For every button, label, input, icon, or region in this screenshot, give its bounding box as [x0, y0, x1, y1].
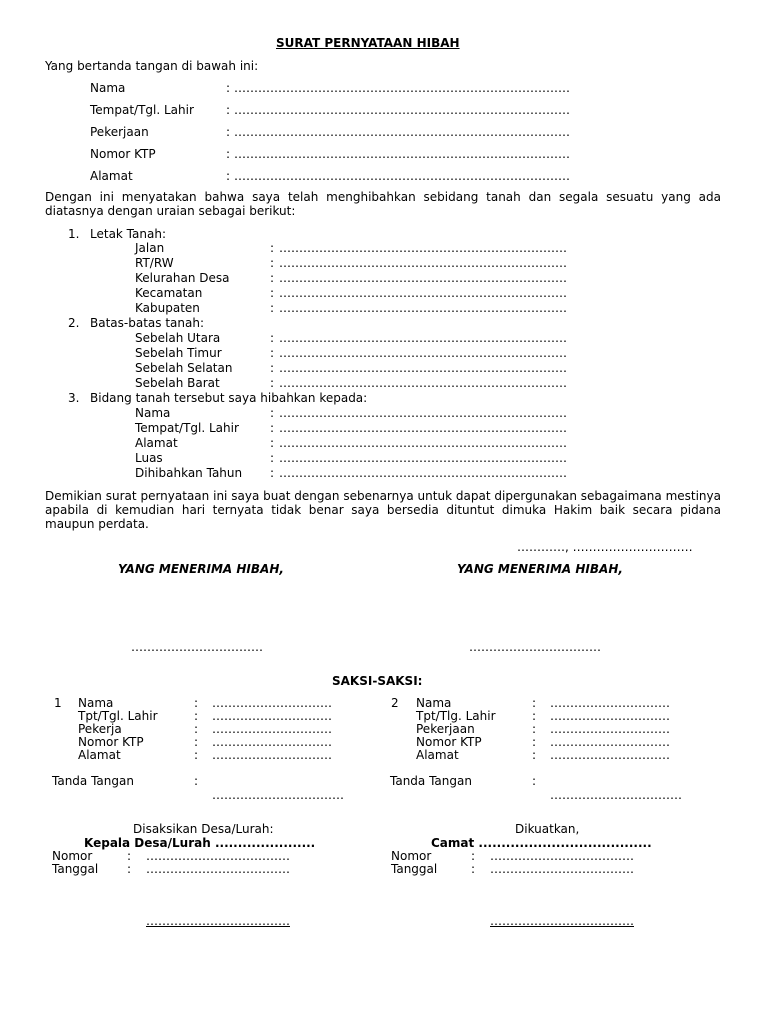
- place-date-blank: …………, …………………………: [517, 540, 693, 554]
- nomor-label: Nomor: [52, 849, 93, 863]
- field-label: Tempat/Tgl. Lahir: [90, 103, 194, 117]
- field-blank: ………………………………………………………………: [279, 451, 567, 465]
- field-separator: :: [270, 286, 275, 300]
- field-separator: :: [270, 451, 275, 465]
- section-heading: Letak Tanah:: [90, 227, 166, 241]
- camat-signature-line: ………………………………: [490, 914, 634, 928]
- field-label: Nama: [90, 81, 126, 95]
- section-heading: Bidang tanah tersebut saya hibahkan kepada:: [90, 391, 368, 405]
- field-separator: :: [194, 735, 199, 749]
- field-label: Nomor KTP: [90, 147, 156, 161]
- field-label: Sebelah Timur: [135, 346, 222, 360]
- field-label: Sebelah Utara: [135, 331, 221, 345]
- confirmed-label: Dikuatkan,: [515, 822, 580, 836]
- field-separator: :: [532, 735, 537, 749]
- section-heading: Batas-batas tanah:: [90, 316, 204, 330]
- field-separator: :: [532, 774, 537, 788]
- nomor-label: Nomor: [391, 849, 432, 863]
- field-blank: …………………………: [550, 696, 670, 710]
- signature-label: Tanda Tangan: [52, 774, 134, 788]
- field-label: Nama: [135, 406, 171, 420]
- field-separator: :: [127, 862, 132, 876]
- field-blank: ………………………………………………………………: [279, 241, 567, 255]
- field-separator: :: [532, 709, 537, 723]
- field-separator: :: [270, 466, 275, 480]
- field-separator: :: [226, 125, 231, 139]
- field-blank: ………………………………………………………………: [279, 346, 567, 360]
- field-blank: …………………………: [550, 748, 670, 762]
- field-separator: :: [270, 241, 275, 255]
- field-blank: ………………………………………………………………: [279, 436, 567, 450]
- field-blank: ………………………………: [146, 862, 290, 876]
- field-blank: ………………………………………………………………: [279, 331, 567, 345]
- field-blank: …………………………………………………………………………: [234, 169, 570, 183]
- field-separator: :: [226, 103, 231, 117]
- field-label: RT/RW: [135, 256, 174, 270]
- intro-text: Yang bertanda tangan di bawah ini:: [45, 59, 259, 73]
- field-blank: …………………………: [550, 722, 670, 736]
- field-blank: ………………………………………………………………: [279, 271, 567, 285]
- document-title: SURAT PERNYATAAN HIBAH: [276, 36, 460, 50]
- field-blank: …………………………: [212, 748, 332, 762]
- field-separator: :: [532, 748, 537, 762]
- field-separator: :: [194, 748, 199, 762]
- field-separator: :: [270, 406, 275, 420]
- field-label: Nama: [416, 696, 452, 710]
- field-label: Tpt/Tgl. Lahir: [78, 709, 158, 723]
- field-label: Sebelah Selatan: [135, 361, 233, 375]
- field-label: Kecamatan: [135, 286, 203, 300]
- witnessed-label: Disaksikan Desa/Lurah:: [133, 822, 274, 836]
- field-separator: :: [471, 862, 476, 876]
- field-label: Tempat/Tgl. Lahir: [135, 421, 239, 435]
- field-label: Jalan: [135, 241, 165, 255]
- witness-number: 1: [54, 696, 62, 710]
- tanggal-label: Tanggal: [391, 862, 438, 876]
- field-label: Alamat: [416, 748, 459, 762]
- field-separator: :: [194, 774, 199, 788]
- field-label: Kelurahan Desa: [135, 271, 230, 285]
- recipient-heading-left: YANG MENERIMA HIBAH,: [118, 562, 284, 576]
- field-separator: :: [270, 301, 275, 315]
- field-blank: ………………………………………………………………: [279, 376, 567, 390]
- field-blank: …………………………: [212, 709, 332, 723]
- field-blank: …………………………: [212, 722, 332, 736]
- field-separator: :: [270, 346, 275, 360]
- field-separator: :: [270, 361, 275, 375]
- field-separator: :: [471, 849, 476, 863]
- field-blank: …………………………………………………………………………: [234, 147, 570, 161]
- field-separator: :: [270, 256, 275, 270]
- field-blank: ………………………………: [146, 849, 290, 863]
- field-label: Pekerjaan: [416, 722, 475, 736]
- field-label: Alamat: [78, 748, 121, 762]
- field-separator: :: [226, 81, 231, 95]
- witness-signature-line: ……………………………: [550, 788, 682, 802]
- field-blank: ………………………………: [490, 862, 634, 876]
- declaration-paragraph: Dengan ini menyatakan bahwa saya telah menghibahkan sebidang tanah dan segala sesuatu yang ada diatasnya dengan uraian sebagai berikut:: [45, 190, 721, 218]
- field-separator: :: [270, 376, 275, 390]
- witness-number: 2: [391, 696, 399, 710]
- witnesses-heading: SAKSI-SAKSI:: [332, 674, 423, 688]
- signature-line-left: ……………………………: [131, 640, 263, 654]
- field-label: Dihibahkan Tahun: [135, 466, 243, 480]
- field-separator: :: [270, 436, 275, 450]
- field-blank: ………………………………………………………………: [279, 421, 567, 435]
- field-label: Tpt/Tlg. Lahir: [416, 709, 496, 723]
- field-separator: :: [270, 271, 275, 285]
- field-label: Pekerjaan: [90, 125, 149, 139]
- closing-paragraph: Demikian surat pernyataan ini saya buat dengan sebenarnya untuk dapat dipergunakan sebagaimana mestinya apabila di kemudian hari ternyata tidak benar saya bersedia dituntut dimuka Hakim baik secara pidana maupun perdata.: [45, 489, 721, 531]
- field-blank: …………………………: [550, 709, 670, 723]
- field-blank: ………………………………………………………………: [279, 256, 567, 270]
- field-blank: …………………………: [212, 735, 332, 749]
- field-blank: …………………………………………………………………………: [234, 125, 570, 139]
- field-label: Nomor KTP: [416, 735, 482, 749]
- field-blank: ………………………………………………………………: [279, 466, 567, 480]
- field-label: Kabupaten: [135, 301, 200, 315]
- field-separator: :: [226, 147, 231, 161]
- field-blank: ………………………………: [490, 849, 634, 863]
- village-head-title: Kepala Desa/Lurah ......................: [84, 836, 316, 850]
- field-blank: …………………………………………………………………………: [234, 81, 570, 95]
- field-blank: ………………………………………………………………: [279, 301, 567, 315]
- section-number: 3.: [68, 391, 80, 405]
- field-blank: …………………………………………………………………………: [234, 103, 570, 117]
- field-blank: …………………………: [212, 696, 332, 710]
- field-blank: ………………………………………………………………: [279, 286, 567, 300]
- field-label: Luas: [135, 451, 163, 465]
- field-separator: :: [194, 696, 199, 710]
- signature-label: Tanda Tangan: [390, 774, 472, 788]
- section-number: 1.: [68, 227, 80, 241]
- field-label: Nomor KTP: [78, 735, 144, 749]
- field-separator: :: [226, 169, 231, 183]
- recipient-heading-right: YANG MENERIMA HIBAH,: [457, 562, 623, 576]
- field-label: Sebelah Barat: [135, 376, 220, 390]
- field-separator: :: [194, 722, 199, 736]
- field-blank: …………………………: [550, 735, 670, 749]
- field-label: Alamat: [135, 436, 178, 450]
- field-label: Nama: [78, 696, 114, 710]
- field-separator: :: [127, 849, 132, 863]
- village-head-signature-line: ………………………………: [146, 914, 290, 928]
- field-separator: :: [532, 696, 537, 710]
- field-blank: ………………………………………………………………: [279, 406, 567, 420]
- field-label: Alamat: [90, 169, 133, 183]
- signature-line-right: ……………………………: [469, 640, 601, 654]
- field-separator: :: [270, 421, 275, 435]
- field-separator: :: [194, 709, 199, 723]
- field-label: Pekerja: [78, 722, 122, 736]
- field-separator: :: [270, 331, 275, 345]
- camat-title: Camat ......................................: [431, 836, 652, 850]
- tanggal-label: Tanggal: [52, 862, 99, 876]
- field-blank: ………………………………………………………………: [279, 361, 567, 375]
- section-number: 2.: [68, 316, 80, 330]
- field-separator: :: [532, 722, 537, 736]
- witness-signature-line: ……………………………: [212, 788, 344, 802]
